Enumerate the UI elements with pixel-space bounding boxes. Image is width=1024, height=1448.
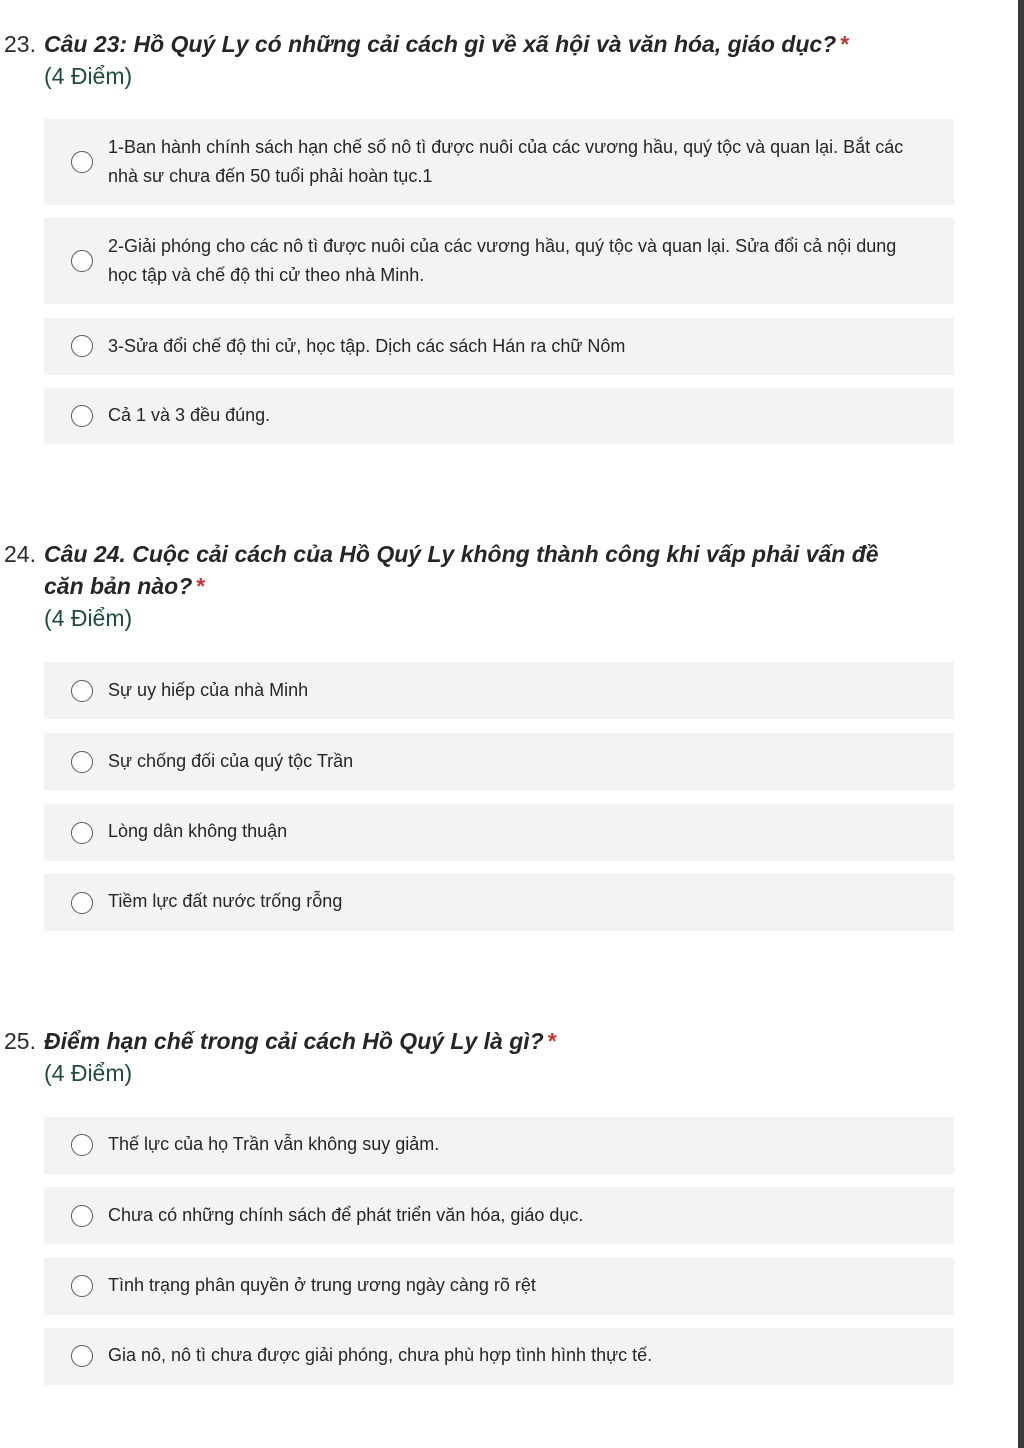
option-q25-2[interactable] [44,1187,954,1244]
question-number: 24. [4,541,36,567]
option-label: Chưa có những chính sách để phát triển văn hóa, giáo dục. [108,1205,584,1225]
question-header [0,538,1010,634]
question-header [0,1025,1010,1089]
option-q25-3[interactable] [44,1258,954,1315]
radio-button[interactable] [71,751,93,773]
option-label: Thế lực của họ Trần vẫn không suy giảm. [108,1134,440,1154]
option-label: Tình trạng phân quyền ở trung ương ngày càng rõ rệt [108,1275,536,1295]
window-edge [1018,0,1024,1448]
option-label: Lòng dân không thuận [108,821,288,841]
radio-button[interactable] [71,335,93,357]
radio-button[interactable] [71,892,93,914]
radio-button[interactable] [71,1134,93,1156]
radio-button[interactable] [71,1205,93,1227]
option-label-line1: 1-Ban hành chính sách hạn chế số nô tì được nuôi của các vương hầu, quý tộc và quan lại. Bắt các [108,137,904,157]
option-label: Tiềm lực đất nước trống rỗng [108,891,343,911]
option-q24-2[interactable] [44,733,954,790]
option-q24-3[interactable] [44,804,954,861]
radio-button[interactable] [71,151,93,173]
radio-button[interactable] [71,1345,93,1367]
option-q23-2[interactable] [44,218,954,304]
option-q25-4[interactable] [44,1328,954,1385]
option-label: Sự uy hiếp của nhà Minh [108,680,309,700]
question-points: (4 Điểm) [44,63,133,89]
option-q24-4[interactable] [44,874,954,931]
question-points: (4 Điểm) [44,605,133,631]
option-label: Sự chống đối của quý tộc Trần [108,751,354,771]
question-25 [0,1025,1010,1089]
option-label: 3-Sửa đổi chế độ thi cử, học tập. Dịch các sách Hán ra chữ Nôm [108,336,626,356]
question-title: Điểm hạn chế trong cải cách Hồ Quý Ly là gì? * [44,1028,557,1054]
option-q23-1[interactable] [44,119,954,205]
option-label-line2: nhà sư chưa đến 50 tuổi phải hoàn tục.1 [108,166,433,186]
option-label: Gia nô, nô tì chưa được giải phóng, chưa phù hợp tình hình thực tế. [108,1345,653,1365]
radio-button[interactable] [71,822,93,844]
option-q25-1[interactable] [44,1117,954,1174]
option-q23-4[interactable] [44,388,954,444]
radio-button[interactable] [71,405,93,427]
question-points: (4 Điểm) [44,1060,133,1086]
question-number: 25. [4,1028,36,1054]
question-24 [0,538,1010,634]
required-asterisk: * [840,31,850,57]
question-header [0,28,1010,92]
radio-button[interactable] [71,680,93,702]
option-q23-3[interactable] [44,318,954,375]
option-label-line2: học tập và chế độ thi cử theo nhà Minh. [108,265,425,285]
question-title: Câu 24. Cuộc cải cách của Hồ Quý Ly không thành công khi vấp phải vấn đề căn bản nào? * [44,541,879,599]
option-q24-1[interactable] [44,662,954,719]
radio-button[interactable] [71,250,93,272]
question-23 [0,28,1010,92]
required-asterisk: * [547,1028,557,1054]
option-label-line1: 2-Giải phóng cho các nô tì được nuôi của các vương hầu, quý tộc và quan lại. Sửa đổi cả nội dung [108,236,897,256]
question-title: Câu 23: Hồ Quý Ly có những cải cách gì về xã hội và văn hóa, giáo dục? * [44,31,850,57]
question-number: 23. [4,31,36,57]
radio-button[interactable] [71,1275,93,1297]
option-label: Cả 1 và 3 đều đúng. [108,405,271,425]
required-asterisk: * [196,573,206,599]
